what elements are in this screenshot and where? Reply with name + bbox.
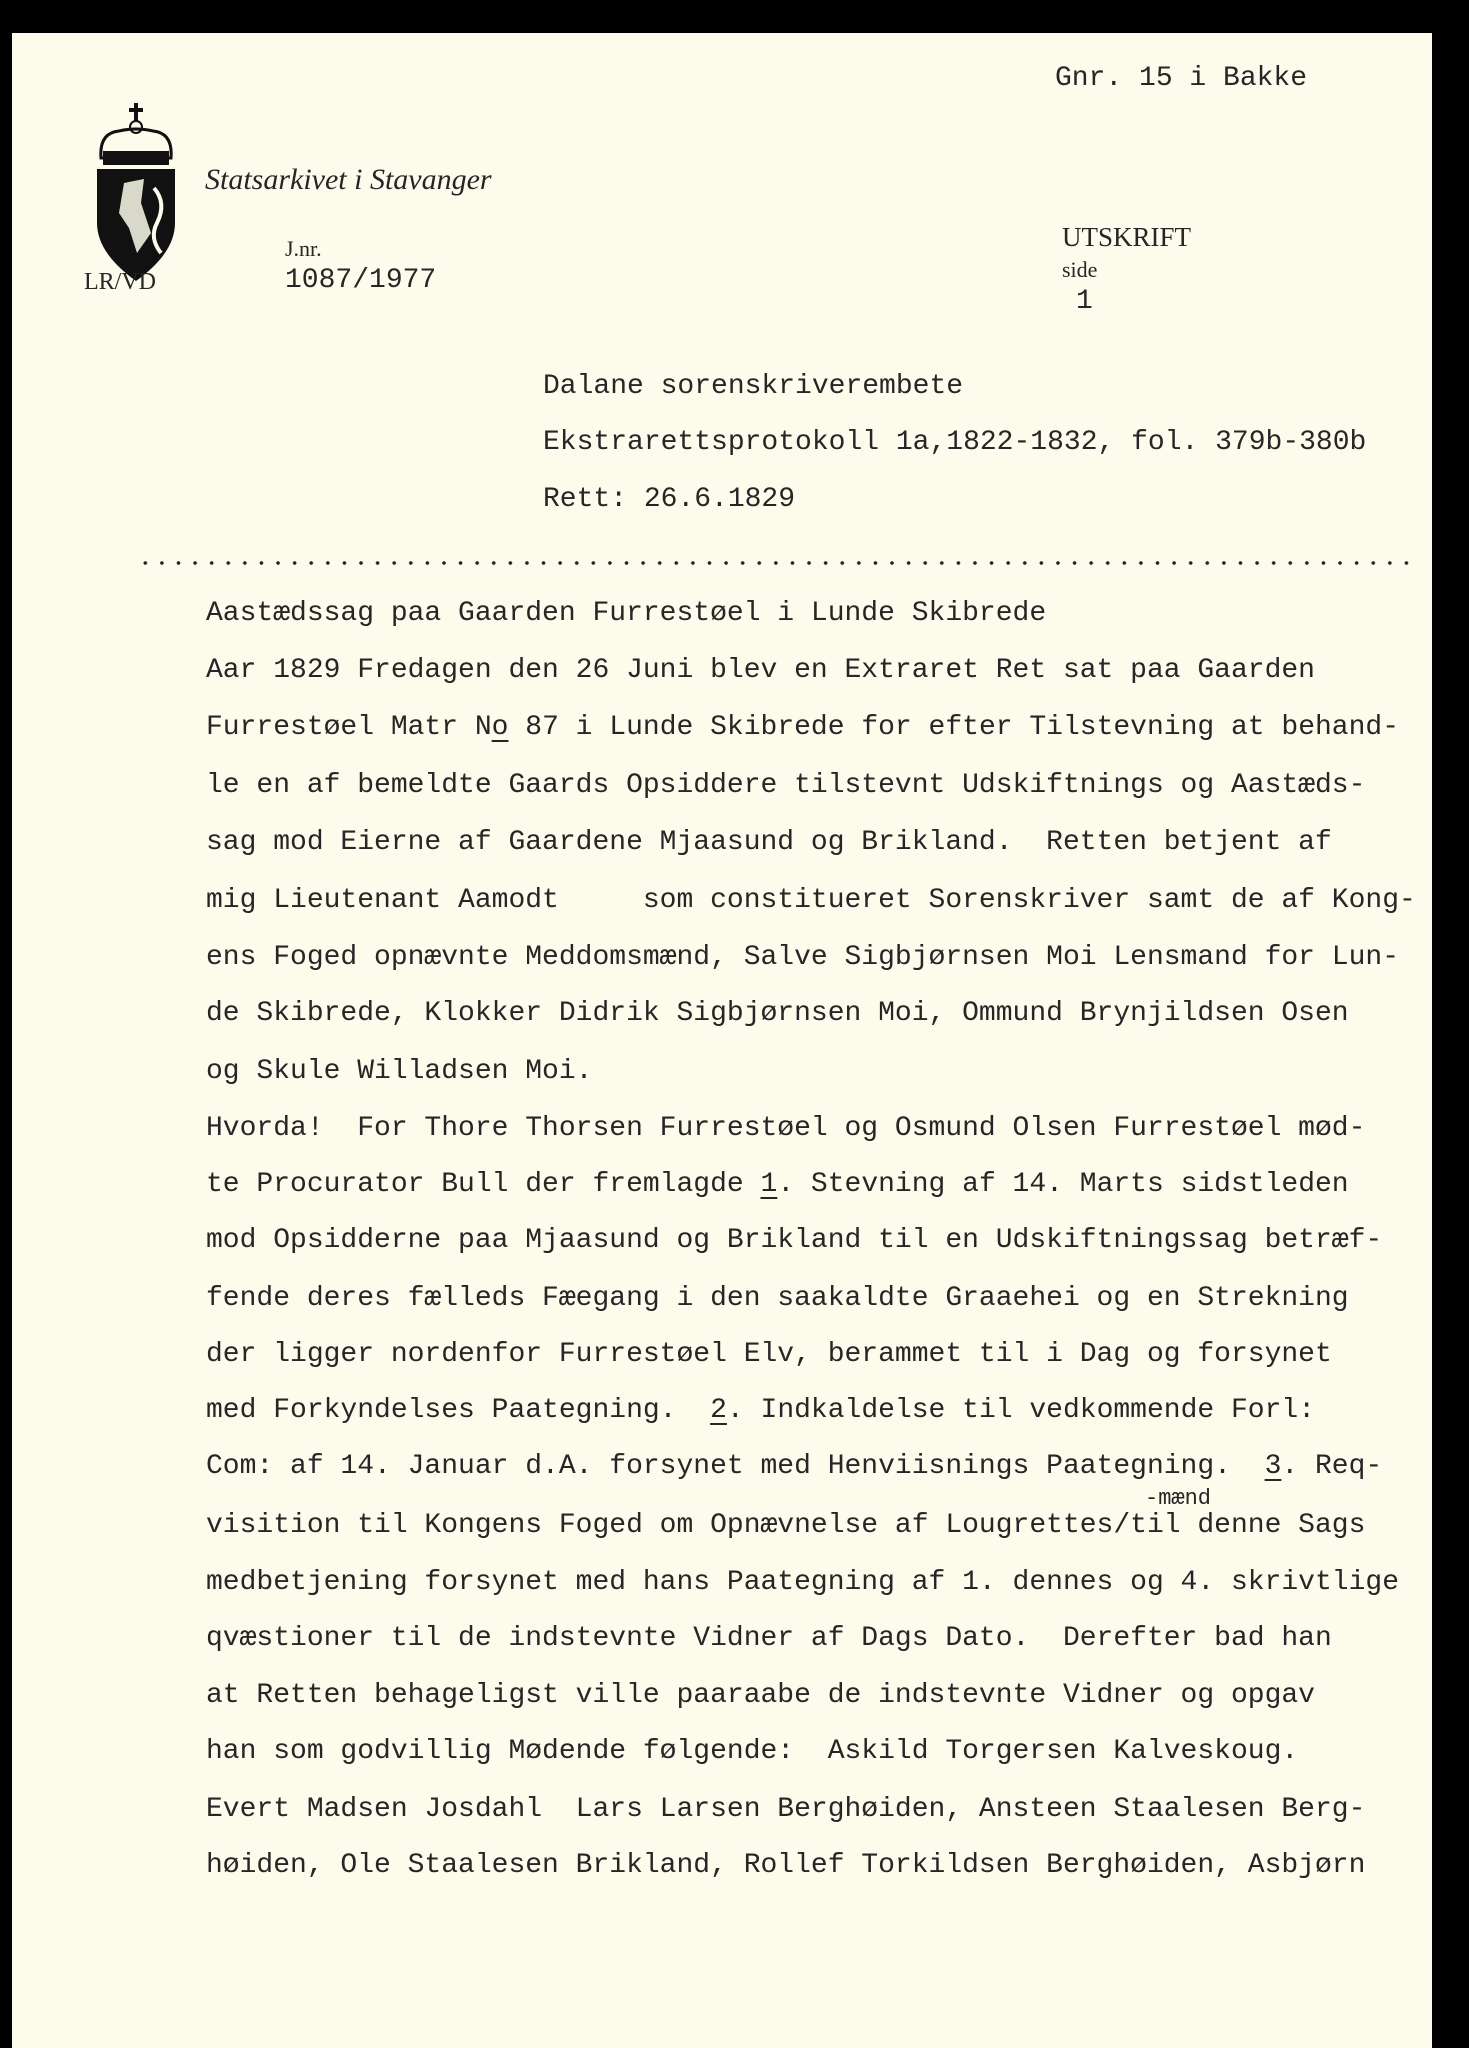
underlined-text: o: [491, 712, 509, 743]
text-segment: te Procurator Bull der fremlagde: [206, 1169, 761, 1200]
page-number: 1: [1076, 286, 1093, 317]
text-segment: mig Lieutenant Aamodt som constitueret Sorenskriver samt de af Kong-: [206, 885, 1416, 916]
source-protocol: Ekstrarettsprotokoll 1a,1822-1832, fol. 379b-380b: [543, 427, 1367, 458]
text-line: [206, 1054, 592, 1090]
text-segment: qvæstioner til de indstevnte Vidner af Dags Dato. Derefter bad han: [206, 1623, 1332, 1654]
text-segment: 87 i Lunde Skibrede for efter Tilstevning at behand-: [508, 712, 1400, 743]
text-segment: at Retten behageligst ville paaraabe de indstevnte Vidner og opgav: [206, 1680, 1315, 1711]
journal-label: J.nr.: [285, 236, 322, 261]
text-line: [206, 768, 1365, 804]
text-line: [206, 1848, 1365, 1884]
copy-label: UTSKRIFT: [1062, 222, 1192, 252]
interlinear-note: -mænd: [1145, 1486, 1212, 1511]
text-line: [206, 883, 1416, 919]
archive-name: Statsarkivet i Stavanger: [205, 163, 492, 196]
text-line: [206, 710, 1399, 746]
farm-reference: Gnr. 15 i Bakke: [1055, 63, 1308, 94]
text-line: [206, 653, 1315, 689]
text-segment: de Skibrede, Klokker Didrik Sigbjørnsen Moi, Ommund Brynjildsen Osen: [206, 998, 1349, 1029]
text-line: [206, 1111, 1365, 1147]
dotted-separator: [137, 560, 1417, 566]
text-segment: visition til Kongens Foged om Opnævnelse af Lougrettes/til denne Sags: [206, 1510, 1366, 1541]
text-line: [206, 1565, 1399, 1601]
copy-heading: [1035, 191, 1191, 351]
text-segment: ens Foged opnævnte Meddomsmænd, Salve Sigbjørnsen Moi Lensmand for Lun-: [206, 942, 1399, 973]
text-segment: med Forkyndelses Paategning.: [206, 1395, 711, 1426]
text-line: [206, 1393, 1315, 1429]
text-segment: han som godvillig Mødende følgende: Askild Torgersen Kalveskoug.: [206, 1736, 1299, 1767]
text-segment: . Req-: [1281, 1451, 1383, 1482]
text-line: [206, 596, 1046, 632]
text-segment: fende deres fælleds Fæegang i den saakaldte Graaehei og en Strekning: [206, 1283, 1349, 1314]
text-segment: . Indkaldelse til vedkommende Forl:: [726, 1395, 1316, 1426]
text-segment: der ligger nordenfor Furrestøel Elv, berammet til i Dag og forsynet: [206, 1339, 1332, 1370]
court-date: Rett: 26.6.1829: [543, 484, 796, 515]
text-line: [206, 1281, 1349, 1317]
text-line: [206, 1508, 1365, 1544]
text-segment: Aastædssag paa Gaarden Furrestøel i Lunde Skibrede: [206, 598, 1047, 629]
text-line: [206, 1621, 1332, 1657]
text-line: [206, 825, 1332, 861]
crest-initials: LR/VD: [84, 269, 156, 295]
text-segment: le en af bemeldte Gaards Opsiddere tilstevnt Udskiftnings og Aastæds-: [206, 770, 1366, 801]
underlined-text: 1: [760, 1169, 778, 1200]
text-segment: og Skule Willadsen Moi.: [206, 1056, 593, 1087]
text-line: [206, 996, 1349, 1032]
text-segment: . Stevning af 14. Marts sidstleden: [777, 1169, 1349, 1200]
text-line: [206, 1792, 1365, 1828]
underlined-text: 3: [1264, 1451, 1282, 1482]
text-segment: Aar 1829 Fredagen den 26 Juni blev en Extraret Ret sat paa Gaarden: [206, 655, 1315, 686]
text-segment: Evert Madsen Josdahl Lars Larsen Berghøiden, Ansteen Staalesen Berg-: [206, 1794, 1366, 1825]
text-line: [206, 1223, 1382, 1259]
text-line: [206, 1167, 1349, 1203]
journal-number: 1087/1977: [285, 265, 437, 296]
text-line: [206, 1449, 1382, 1485]
source-office: Dalane sorenskriverembete: [543, 371, 964, 402]
journal-number-row: [259, 203, 436, 329]
text-segment: medbetjening forsynet med hans Paategning af 1. dennes og 4. skrivtlige: [206, 1567, 1399, 1598]
text-segment: sag mod Eierne af Gaardene Mjaasund og Brikland. Retten betjent af: [206, 827, 1332, 858]
text-line: [206, 1734, 1298, 1770]
side-label: side: [1062, 257, 1098, 282]
norwegian-coat-of-arms-icon: [89, 103, 184, 283]
text-segment: høiden, Ole Staalesen Brikland, Rollef Torkildsen Berghøiden, Asbjørn: [206, 1850, 1366, 1881]
text-segment: Com: af 14. Januar d.A. forsynet med Henviisnings Paategning.: [206, 1451, 1265, 1482]
text-segment: Hvorda! For Thore Thorsen Furrestøel og Osmund Olsen Furrestøel mød-: [206, 1113, 1366, 1144]
text-line: [206, 940, 1399, 976]
underlined-text: 2: [710, 1395, 727, 1426]
text-segment: mod Opsidderne paa Mjaasund og Brikland til en Udskiftningssag betræf-: [206, 1225, 1383, 1256]
text-line: [206, 1337, 1332, 1373]
text-line: [206, 1678, 1315, 1714]
document-page: [12, 33, 1432, 2048]
text-segment: Furrestøel Matr N: [206, 712, 492, 743]
